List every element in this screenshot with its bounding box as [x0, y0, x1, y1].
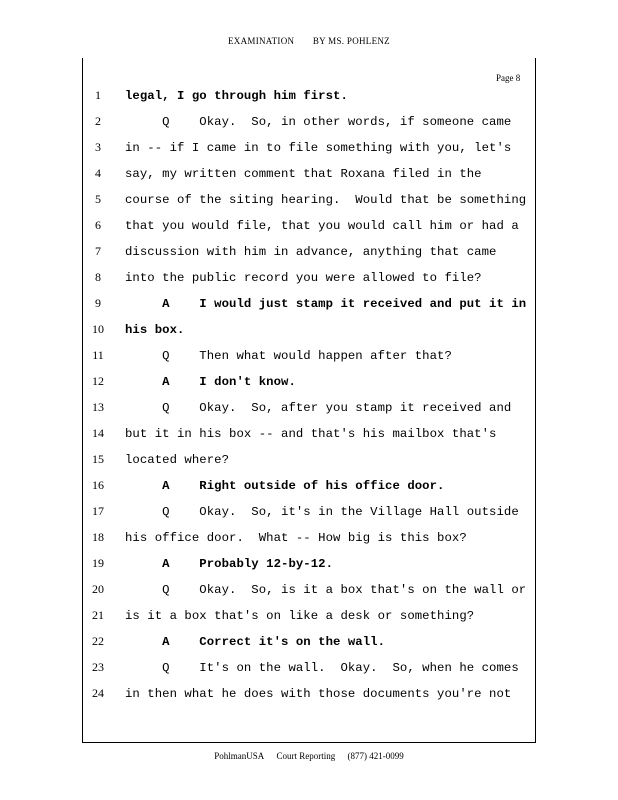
line-number: 7	[95, 244, 101, 258]
line-number: 16	[92, 478, 104, 492]
transcript-line: Q It's on the wall. Okay. So, when he comes	[125, 661, 519, 675]
transcript-line: Q Okay. So, it's in the Village Hall outside	[125, 505, 519, 519]
transcript-line: Q Okay. So, in other words, if someone came	[125, 115, 512, 129]
transcript-line: in -- if I came in to file something with you, let's	[125, 141, 512, 155]
transcript-line: Q Then what would happen after that?	[125, 349, 452, 363]
header-section: EXAMINATION	[228, 36, 295, 46]
answer-line: his box.	[125, 323, 185, 337]
page-footer	[0, 751, 618, 761]
footer-phone: (877) 421-0099	[347, 751, 404, 761]
page-number: Page 8	[496, 73, 521, 83]
answer-line: A I would just stamp it received and put it in	[125, 297, 527, 311]
answer-line: A Right outside of his office door.	[125, 479, 445, 493]
line-number: 15	[92, 452, 104, 466]
header-examiner: BY MS. POHLENZ	[312, 36, 390, 46]
line-number: 1	[95, 88, 101, 102]
transcript-line: his office door. What -- How big is this box?	[125, 531, 467, 545]
footer-service: Court Reporting	[276, 751, 336, 761]
line-number: 9	[95, 296, 101, 310]
footer-company: PohlmanUSA	[214, 751, 265, 761]
transcript-line: Q Okay. So, after you stamp it received and	[125, 401, 512, 415]
line-number: 22	[92, 634, 104, 648]
line-number: 19	[92, 556, 104, 570]
line-number: 10	[92, 322, 104, 336]
line-number: 12	[92, 374, 104, 388]
transcript-line: but it in his box -- and that's his mailbox that's	[125, 427, 497, 441]
line-number: 18	[92, 530, 104, 544]
transcript-line: course of the siting hearing. Would that be something	[125, 193, 527, 207]
transcript-line: is it a box that's on like a desk or something?	[125, 609, 475, 623]
line-number: 2	[95, 114, 101, 128]
line-number: 17	[92, 504, 104, 518]
transcript-line: discussion with him in advance, anything that came	[125, 245, 497, 259]
page-header	[0, 36, 618, 46]
line-number: 6	[95, 218, 101, 232]
line-number: 3	[95, 140, 101, 154]
line-number: 4	[95, 166, 101, 180]
line-number: 24	[92, 686, 104, 700]
line-number: 11	[92, 348, 104, 362]
line-number: 21	[92, 608, 104, 622]
transcript-line: Q Okay. So, is it a box that's on the wall or	[125, 583, 527, 597]
answer-line: A I don't know.	[125, 375, 296, 389]
transcript-line: located where?	[125, 453, 230, 467]
answer-line: legal, I go through him first.	[125, 89, 348, 103]
line-number: 8	[95, 270, 101, 284]
transcript-line: in then what he does with those documents you're not	[125, 687, 512, 701]
line-number: 20	[92, 582, 104, 596]
line-number: 13	[92, 400, 104, 414]
transcript-line: into the public record you were allowed to file?	[125, 271, 482, 285]
transcript-line: say, my written comment that Roxana filed in the	[125, 167, 482, 181]
line-number: 14	[92, 426, 104, 440]
line-number: 5	[95, 192, 101, 206]
answer-line: A Probably 12-by-12.	[125, 557, 334, 571]
line-number: 23	[92, 660, 104, 674]
answer-line: A Correct it's on the wall.	[125, 635, 386, 649]
transcript-line: that you would file, that you would call him or had a	[125, 219, 519, 233]
